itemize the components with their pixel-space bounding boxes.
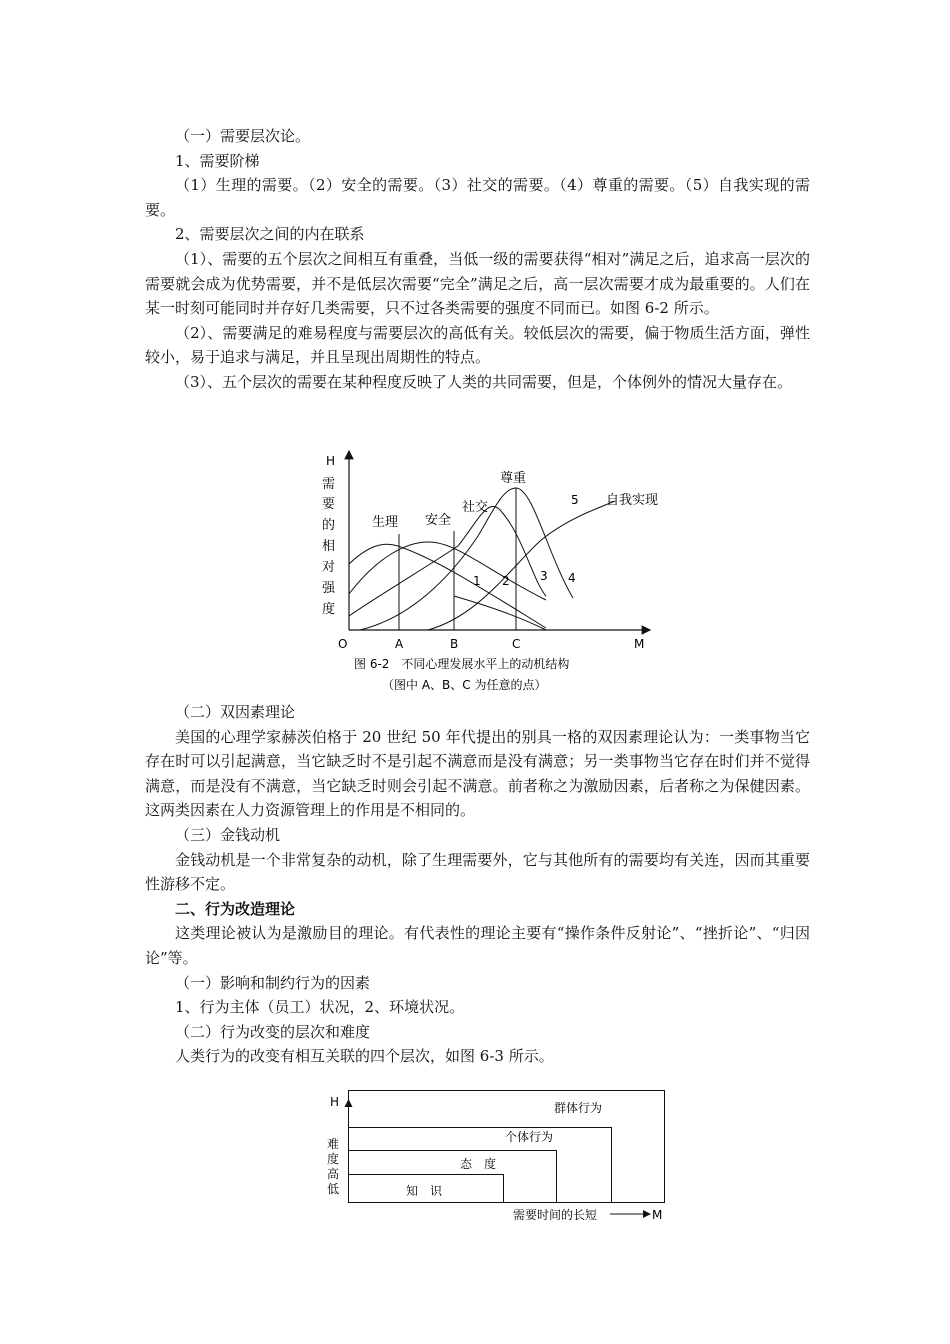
tick-a: A [395,637,404,651]
figure-caption-title: 图 6-2 不同心理发展水平上的动机结构 [354,657,570,671]
heading-hierarchy-theory: （一）需要层次论。 [175,127,311,145]
level-attitude-step [349,1151,557,1203]
y-label-char: 相 [322,539,336,554]
paragraph-needs-list: （1）生理的需要。（2）安全的需要。（3）社交的需要。（4）尊重的需要。（5）自我实现的需要。 [145,176,810,219]
paragraph-money-motive: 金钱动机是一个非常复杂的动机，除了生理需要外，它与其他所有的需要均有关连，因而其重要性游移不定。 [145,850,810,894]
y-axis-label [322,477,336,617]
paragraph-overlap: （1）、需要的五个层次之间相互有重叠，当低一级的需要获得“相对”满足之后，追求高一层次的需要就会成为优势需要，并不是低层次需要“完全”满足之后，高一层次需要才成为最重要的。人们在某一时刻可能同时并存好几类需要，只不过各类需要的强度不同而已。如图 6-2 所示。 [145,249,810,318]
figure-6-3 [318,1086,668,1226]
label-num-4: 4 [568,571,576,585]
label-num-2: 2 [502,574,510,588]
label-esteem: 尊重 [500,471,527,486]
curve-descending [454,596,546,630]
paragraph-difficulty: （2）、需要满足的难易程度与需要层次的高低有关。较低层次的需要，偏于物质生活方面，弹性较小，易于追求与满足，并且呈现出周期性的特点。 [145,323,810,367]
y-label-char: 强 [322,581,336,596]
paragraph-common-needs: （3）、五个层次的需要在某种程度反映了人类的共同需要，但是，个体例外的情况大量存在。 [175,372,793,391]
tick-b: B [450,637,459,651]
tick-c: C [512,637,521,651]
paragraph-levels: 人类行为的改变有相互关联的四个层次，如图 6-3 所示。 [175,1047,554,1066]
x-axis-letter: M [634,637,645,651]
section-heading-behavior: 二、行为改造理论 [175,899,296,918]
y-label-char: 对 [322,560,336,575]
y-label-char: 难 [327,1137,340,1151]
label-social: 社交 [462,500,489,515]
heading-money-motive: （三）金钱动机 [175,825,281,844]
origin-label: O [338,637,348,651]
y-label-char: 要 [322,497,336,512]
subheading-need-ladder: 1、需要阶梯 [175,151,260,170]
heading-levels: （二）行为改变的层次和难度 [175,1022,371,1041]
document-body-2 [145,700,810,1069]
label-knowledge: 知 识 [406,1184,443,1198]
document-body [145,124,810,395]
heading-factors: （一）影响和制约行为的因素 [175,973,371,992]
behavior-change-levels-chart [318,1086,668,1226]
y-axis-label [327,1137,339,1196]
label-individual-behavior: 个体行为 [505,1130,554,1144]
x-axis-letter: M [652,1208,663,1222]
x-axis-label: 需要时间的长短 [513,1208,598,1222]
chart-frame [349,1091,665,1203]
paragraph-two-factor: 美国的心理学家赫茨伯格于 20 世纪 50 年代提出的别具一格的双因素理论认为：一类事物当它存在时可以引起满意，当它缺乏时不是引起不满意而是没有满意；另一类事物当它存在时们并不觉得满意，而是没有不满意，当它缺乏时则会引起不满意。前者称之为激励因素，后者称之为保健因素。这两类因素在人力资源管理上的作用是不相同的。 [145,727,810,820]
label-group-behavior: 群体行为 [554,1101,603,1115]
y-label-char: 低 [327,1182,340,1196]
label-self-actualization: 自我实现 [606,493,658,508]
figure-6-2 [318,446,658,696]
y-axis-letter: H [330,1095,340,1109]
label-num-5: 5 [571,493,579,507]
y-label-char: 度 [322,602,336,617]
y-label-char: 度 [327,1152,340,1166]
label-num-3: 3 [540,569,548,583]
y-axis-letter: H [326,454,336,468]
y-label-char: 的 [322,518,336,533]
y-label-char: 需 [322,477,336,492]
paragraph-behavior-theory: 这类理论被认为是激励目的理论。有代表性的理论主要有“操作条件反射论”、“挫折论”、“归因论”等。 [145,924,810,967]
label-physiological: 生理 [372,515,399,530]
motivation-structure-chart [318,446,658,696]
y-label-char: 高 [327,1167,340,1181]
subheading-internal-relations: 2、需要层次之间的内在联系 [175,225,365,244]
label-num-1: 1 [473,574,481,588]
heading-two-factor: （二）双因素理论 [175,703,296,721]
paragraph-factors: 1、行为主体（员工）状况，2、环境状况。 [175,998,465,1017]
label-attitude: 态 度 [460,1157,497,1171]
label-safety: 安全 [425,513,452,528]
figure-caption-note: （图中 A、B、C 为任意的点） [382,678,547,692]
